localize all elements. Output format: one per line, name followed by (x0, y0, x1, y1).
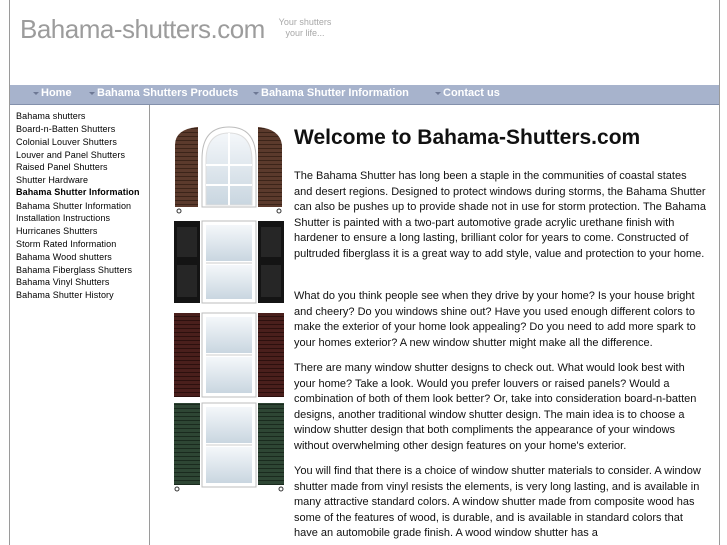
triangle-down-icon (253, 92, 259, 95)
paragraph-designs: There are many window shutter designs to check out. What would look best with your home? Take a look. Would you prefer louvers or raised panels? Would a combination of both of them look better? Or, take into consideration board-n-batten designs, another traditional window shutter design. The main idea is to choose a window shutter design that both compliments the appearance of your windows without overwhelming other design features on your home's exterior. (294, 362, 697, 452)
sidebar-item-board-n-batten[interactable]: Board-n-Batten Shutters (16, 124, 116, 134)
shutter-product-image (172, 125, 287, 495)
shutter-set-burgundy (174, 313, 284, 397)
sidebar-item-louver-panel[interactable]: Louver and Panel Shutters (16, 150, 126, 160)
sidebar-item-bahama-shutters[interactable]: Bahama shutters (16, 111, 86, 121)
sidebar-item-colonial-louver[interactable]: Colonial Louver Shutters (16, 137, 117, 147)
nav-products[interactable] (89, 87, 238, 99)
shutter-set-brown (175, 127, 282, 213)
nav-information[interactable] (253, 87, 409, 99)
paragraph-intro: The Bahama Shutter has long been a staple in the communities of coastal states and desert regions. Designed to protect windows during storms, the Bahama Shutter can also be pushes up to provide shade not in use for storm protection. The Bahama Shutter is painted with a two-part automotive grade acrylic urethane finish with hardener to ensure a long lasting, brilliant color for years to come. Constructed of pultruded fiberglass it is a great way to add style, value and protection to your home. (294, 170, 706, 260)
triangle-down-icon (33, 92, 39, 95)
nav-contact-label: Contact us (443, 87, 500, 99)
nav-contact[interactable] (435, 87, 500, 99)
sidebar-item-information[interactable]: Bahama Shutter Information (16, 201, 132, 211)
paragraph-materials: You will find that there is a choice of window shutter materials to consider. A window shutter made from vinyl resists the elements, is very long lasting, and is available in many attractive standard colors. A window shutter made from composite wood has some of the features of wood, is durable, and is available in standard colors that have an automobile grade finish. A wood window shutter has a (294, 465, 701, 540)
triangle-down-icon (435, 92, 441, 95)
main-content (294, 126, 710, 540)
sidebar-item-storm-rated[interactable]: Storm Rated Information (16, 239, 117, 249)
sidebar-item-wood[interactable]: Bahama Wood shutters (16, 252, 112, 262)
nav-home-label: Home (41, 87, 72, 99)
paragraph-appearance: What do you think people see when they drive by your home? Is your house bright and cheery? Do you windows shine out? Have you used enough different colors to make the exterior of your home look appealing? Do you need to add more spark to your homes exterior? A new window shutter might make all the difference. (294, 290, 696, 349)
tagline-line-1: Your shutters (278, 17, 332, 27)
site-header (10, 0, 719, 85)
sidebar-item-hurricanes[interactable]: Hurricanes Shutters (16, 226, 98, 236)
top-nav (10, 85, 719, 105)
tagline-line-2: your life... (285, 28, 325, 38)
shutter-set-black (174, 221, 284, 303)
nav-information-label: Bahama Shutter Information (261, 87, 409, 99)
nav-products-label: Bahama Shutters Products (97, 87, 239, 99)
sidebar-item-vinyl[interactable]: Bahama Vinyl Shutters (16, 277, 110, 287)
sidebar-item-installation[interactable]: Installation Instructions (16, 213, 111, 223)
page-title: Welcome to Bahama-Shutters.com (294, 126, 641, 149)
shutter-set-green (174, 403, 284, 491)
triangle-down-icon (89, 92, 95, 95)
sidebar-item-history[interactable]: Bahama Shutter History (16, 290, 114, 300)
frame-right-border (719, 0, 720, 545)
sidebar-heading-information[interactable]: Bahama Shutter Information (16, 187, 140, 197)
sidebar-item-fiberglass[interactable]: Bahama Fiberglass Shutters (16, 265, 133, 275)
sidebar (10, 105, 150, 545)
sidebar-item-hardware[interactable]: Shutter Hardware (16, 175, 89, 185)
nav-home[interactable] (33, 87, 72, 99)
site-logo[interactable]: Bahama-shutters.com (20, 14, 265, 44)
site-tagline (270, 17, 340, 39)
sidebar-item-raised-panel[interactable]: Raised Panel Shutters (16, 162, 108, 172)
